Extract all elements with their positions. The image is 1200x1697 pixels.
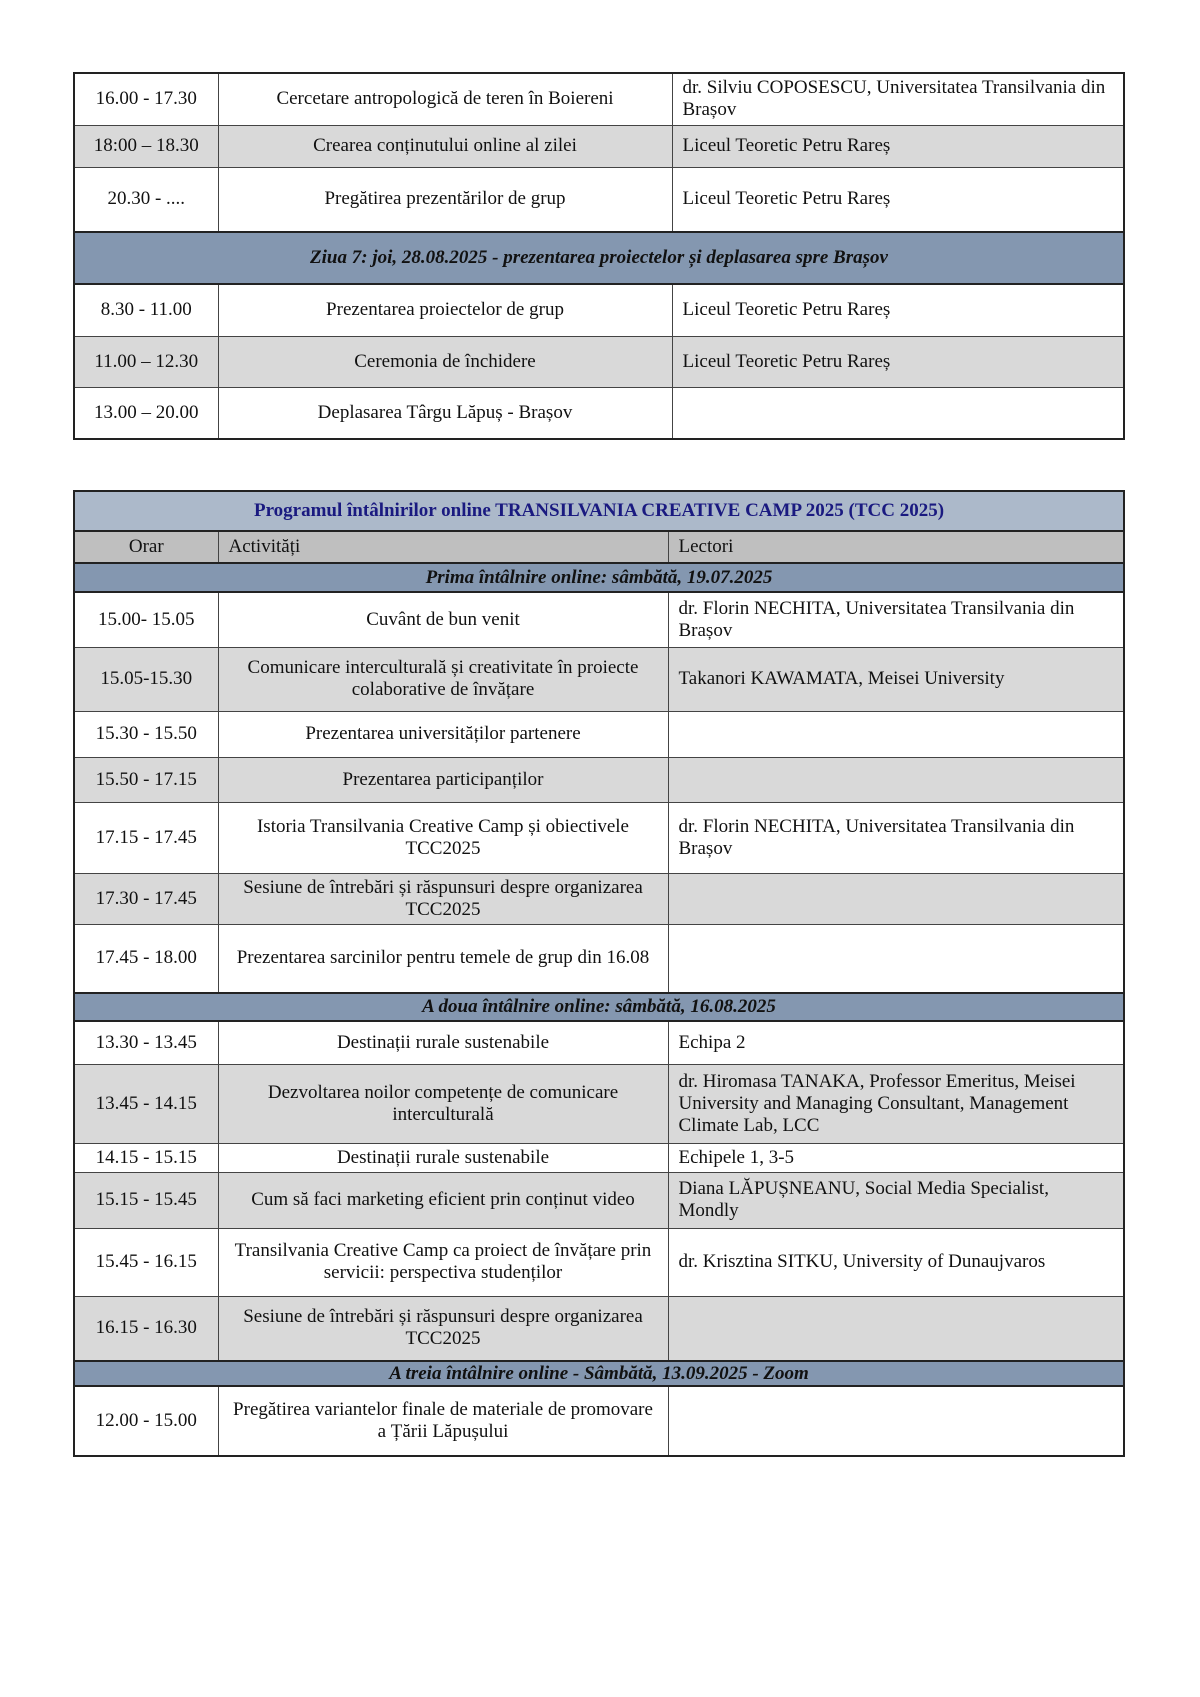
section-title: Prima întâlnire online: sâmbătă, 19.07.2025 — [74, 563, 1124, 592]
time-cell: 11.00 – 12.30 — [74, 336, 218, 387]
time-cell: 8.30 - 11.00 — [74, 284, 218, 336]
table-row — [74, 167, 1124, 232]
activity-cell: Cercetare antropologică de teren în Boiereni — [218, 73, 672, 125]
table-row — [74, 647, 1124, 711]
lecturer-cell: Liceul Teoretic Petru Rareș — [672, 125, 1124, 167]
activity-cell: Prezentarea participanților — [218, 757, 668, 802]
table-row — [74, 1172, 1124, 1228]
lecturer-cell: Liceul Teoretic Petru Rareș — [672, 167, 1124, 232]
section-row — [74, 1361, 1124, 1386]
table-row — [74, 1296, 1124, 1361]
table-row — [74, 711, 1124, 757]
activity-cell: Deplasarea Târgu Lăpuș - Brașov — [218, 387, 672, 439]
table-row — [74, 757, 1124, 802]
time-cell: 16.00 - 17.30 — [74, 73, 218, 125]
activity-cell: Istoria Transilvania Creative Camp și obiectivele TCC2025 — [218, 802, 668, 873]
section-title: A treia întâlnire online - Sâmbătă, 13.09.2025 - Zoom — [74, 1361, 1124, 1386]
activity-cell: Ceremonia de închidere — [218, 336, 672, 387]
activity-cell: Pregătirea prezentărilor de grup — [218, 167, 672, 232]
section-title: A doua întâlnire online: sâmbătă, 16.08.2025 — [74, 993, 1124, 1021]
lecturer-cell: dr. Florin NECHITA, Universitatea Transilvania din Brașov — [668, 802, 1124, 873]
time-cell: 20.30 - .... — [74, 167, 218, 232]
activity-cell: Destinații rurale sustenabile — [218, 1143, 668, 1172]
lecturer-cell: Diana LĂPUȘNEANU, Social Media Specialist, Mondly — [668, 1172, 1124, 1228]
section-row — [74, 993, 1124, 1021]
time-cell: 15.45 - 16.15 — [74, 1228, 218, 1296]
time-cell: 18:00 – 18.30 — [74, 125, 218, 167]
table-row — [74, 125, 1124, 167]
time-cell: 15.30 - 15.50 — [74, 711, 218, 757]
table-row — [74, 73, 1124, 125]
schedule-table-day — [73, 72, 1125, 440]
activity-cell: Pregătirea variantelor finale de materiale de promovare a Țării Lăpușului — [218, 1386, 668, 1456]
lecturer-cell — [668, 1296, 1124, 1361]
time-cell: 12.00 - 15.00 — [74, 1386, 218, 1456]
time-cell: 15.15 - 15.45 — [74, 1172, 218, 1228]
time-cell: 13.00 – 20.00 — [74, 387, 218, 439]
activity-cell: Prezentarea sarcinilor pentru temele de grup din 16.08 — [218, 924, 668, 993]
lecturer-cell: Liceul Teoretic Petru Rareș — [672, 336, 1124, 387]
activity-cell: Sesiune de întrebări și răspunsuri despre organizarea TCC2025 — [218, 1296, 668, 1361]
activity-cell: Prezentarea universităților partenere — [218, 711, 668, 757]
activity-cell: Cum să faci marketing eficient prin conținut video — [218, 1172, 668, 1228]
section-row — [74, 232, 1124, 284]
lecturer-cell — [668, 1386, 1124, 1456]
table-title-row — [74, 491, 1124, 531]
lecturer-cell: dr. Silviu COPOSESCU, Universitatea Transilvania din Brașov — [672, 73, 1124, 125]
lecturer-cell — [668, 757, 1124, 802]
time-cell: 15.05-15.30 — [74, 647, 218, 711]
time-cell: 13.45 - 14.15 — [74, 1064, 218, 1143]
time-cell: 15.50 - 17.15 — [74, 757, 218, 802]
table-header-row — [74, 531, 1124, 563]
activity-cell: Crearea conținutului online al zilei — [218, 125, 672, 167]
activity-cell: Prezentarea proiectelor de grup — [218, 284, 672, 336]
table-row — [74, 1064, 1124, 1143]
time-cell: 17.30 - 17.45 — [74, 873, 218, 924]
table-row — [74, 336, 1124, 387]
section-title: Ziua 7: joi, 28.08.2025 - prezentarea proiectelor și deplasarea spre Brașov — [74, 232, 1124, 284]
lecturer-cell — [668, 711, 1124, 757]
table-row — [74, 873, 1124, 924]
activity-cell: Transilvania Creative Camp ca proiect de învățare prin servicii: perspectiva studenților — [218, 1228, 668, 1296]
lecturer-cell: Liceul Teoretic Petru Rareș — [672, 284, 1124, 336]
lecturer-cell: Echipa 2 — [668, 1021, 1124, 1064]
time-cell: 16.15 - 16.30 — [74, 1296, 218, 1361]
table-row — [74, 1143, 1124, 1172]
lecturer-cell — [672, 387, 1124, 439]
activity-cell: Destinații rurale sustenabile — [218, 1021, 668, 1064]
activity-cell: Dezvoltarea noilor competențe de comunicare interculturală — [218, 1064, 668, 1143]
lecturer-cell: dr. Florin NECHITA, Universitatea Transilvania din Brașov — [668, 592, 1124, 647]
online-meetings-table — [73, 490, 1125, 1457]
header-orar: Orar — [74, 531, 218, 563]
table-title: Programul întâlnirilor online TRANSILVANIA CREATIVE CAMP 2025 (TCC 2025) — [74, 491, 1124, 531]
time-cell: 14.15 - 15.15 — [74, 1143, 218, 1172]
table-row — [74, 802, 1124, 873]
table-row — [74, 1021, 1124, 1064]
activity-cell: Sesiune de întrebări și răspunsuri despre organizarea TCC2025 — [218, 873, 668, 924]
table-row — [74, 1228, 1124, 1296]
time-cell: 17.45 - 18.00 — [74, 924, 218, 993]
lecturer-cell: dr. Krisztina SITKU, University of Dunaujvaros — [668, 1228, 1124, 1296]
header-lectori: Lectori — [668, 531, 1124, 563]
lecturer-cell: Takanori KAWAMATA, Meisei University — [668, 647, 1124, 711]
lecturer-cell — [668, 873, 1124, 924]
activity-cell: Cuvânt de bun venit — [218, 592, 668, 647]
time-cell: 17.15 - 17.45 — [74, 802, 218, 873]
table-row — [74, 284, 1124, 336]
lecturer-cell — [668, 924, 1124, 993]
table-row — [74, 592, 1124, 647]
activity-cell: Comunicare interculturală și creativitate în proiecte colaborative de învățare — [218, 647, 668, 711]
table-row — [74, 387, 1124, 439]
time-cell: 13.30 - 13.45 — [74, 1021, 218, 1064]
header-activitati: Activități — [218, 531, 668, 563]
section-row — [74, 563, 1124, 592]
lecturer-cell: dr. Hiromasa TANAKA, Professor Emeritus, Meisei University and Managing Consultant, Management Climate Lab, LCC — [668, 1064, 1124, 1143]
table-row — [74, 924, 1124, 993]
table-row — [74, 1386, 1124, 1456]
lecturer-cell: Echipele 1, 3-5 — [668, 1143, 1124, 1172]
time-cell: 15.00- 15.05 — [74, 592, 218, 647]
